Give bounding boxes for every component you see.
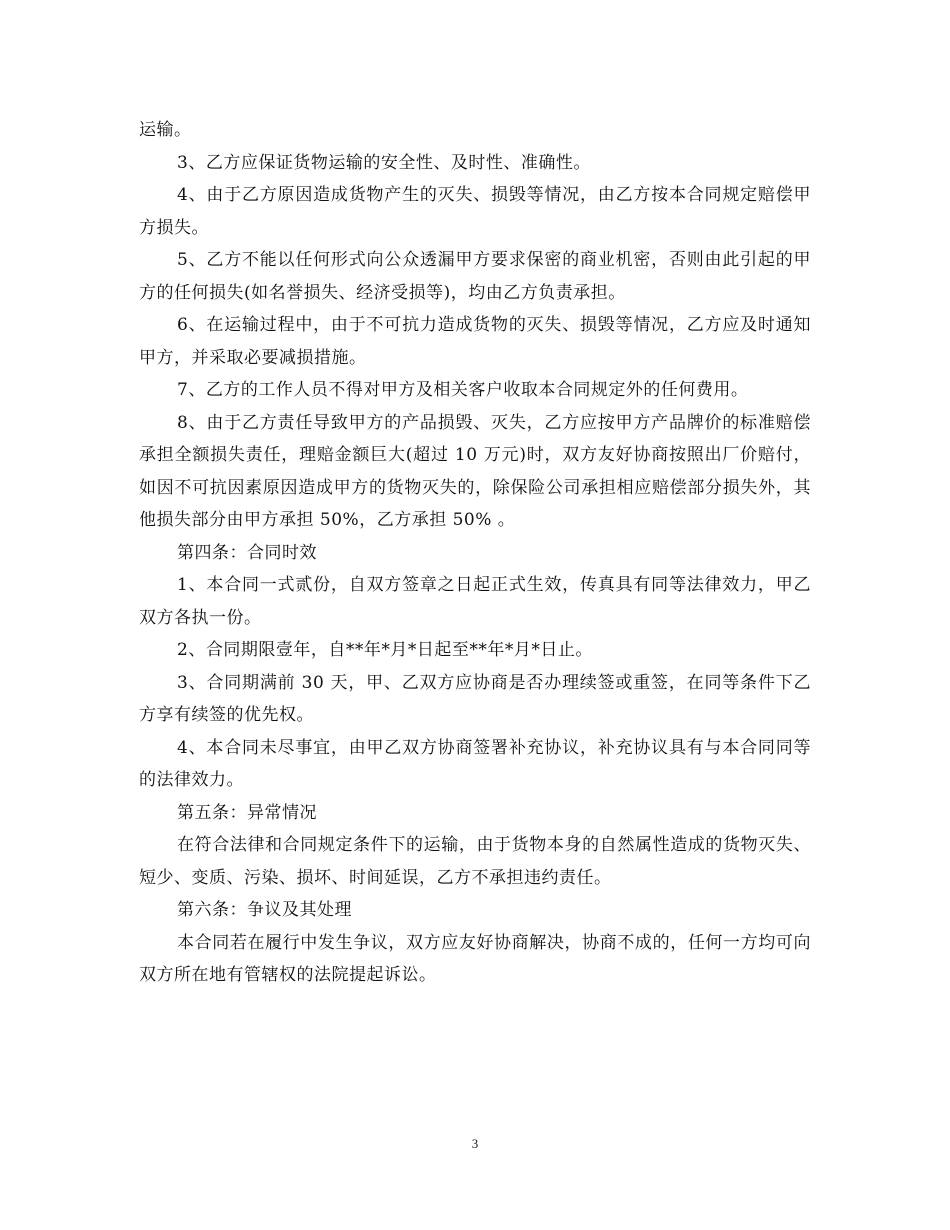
- paragraph-clause-3: 3、乙方应保证货物运输的安全性、及时性、准确性。: [177, 152, 591, 173]
- paragraph-clause-5: 5、乙方不能以任何形式向公众透漏甲方要求保密的商业机密，否则由此引起的甲方的任何损失(如名誉损失、经济受损等)，均由乙方负责承担。: [139, 250, 811, 303]
- paragraph-clause-6: 6、在运输过程中，由于不可抗力造成货物的灭失、损毁等情况，乙方应及时通知甲方，并采取必要减损措施。: [139, 315, 811, 368]
- paragraph-term-3: 3、合同期满前 30 天，甲、乙双方应协商是否办理续签或重签，在同等条件下乙方享有续签的优先权。: [139, 672, 811, 725]
- paragraph-exception: 在符合法律和合同规定条件下的运输，由于货物本身的自然属性造成的货物灭失、短少、变质、污染、损坏、时间延误，乙方不承担违约责任。: [139, 835, 811, 888]
- paragraph-clause-4: 4、由于乙方原因造成货物产生的灭失、损毁等情况，由乙方按本合同规定赔偿甲方损失。: [139, 185, 811, 238]
- paragraph-clause-7: 7、乙方的工作人员不得对甲方及相关客户收取本合同规定外的任何费用。: [177, 380, 749, 400]
- paragraph-continuation: 运输。: [139, 120, 192, 140]
- page-number: 3: [471, 1136, 479, 1151]
- paragraph-term-4: 4、本合同未尽事宜，由甲乙双方协商签署补充协议，补充协议具有与本合同同等的法律效力。: [139, 737, 811, 790]
- document-body: [139, 114, 811, 992]
- paragraph-term-2: 2、合同期限壹年，自**年*月*日起至**年*月*日止。: [177, 640, 593, 660]
- section-heading-4: 第四条：合同时效: [177, 542, 317, 563]
- paragraph-dispute: 本合同若在履行中发生争议，双方应友好协商解决，协商不成的，任何一方均可向双方所在地有管辖权的法院提起诉讼。: [139, 932, 811, 985]
- paragraph-clause-8: 8、由于乙方责任导致甲方的产品损毁、灭失，乙方应按甲方产品牌价的标准赔偿承担全额损失责任，理赔金额巨大(超过 10 万元)时，双方友好协商按照出厂价赔付，如因不可抗因素原因造成甲方的货物灭失的，除保险公司承担相应赔偿部分损失外，其他损失部分由甲方承担 50%，乙方承担 50% 。: [139, 412, 811, 530]
- paragraph-term-1: 1、本合同一式贰份，自双方签章之日起正式生效，传真具有同等法律效力，甲乙双方各执一份。: [139, 575, 811, 628]
- section-heading-6: 第六条：争议及其处理: [177, 900, 352, 920]
- section-heading-5: 第五条：异常情况: [177, 802, 317, 823]
